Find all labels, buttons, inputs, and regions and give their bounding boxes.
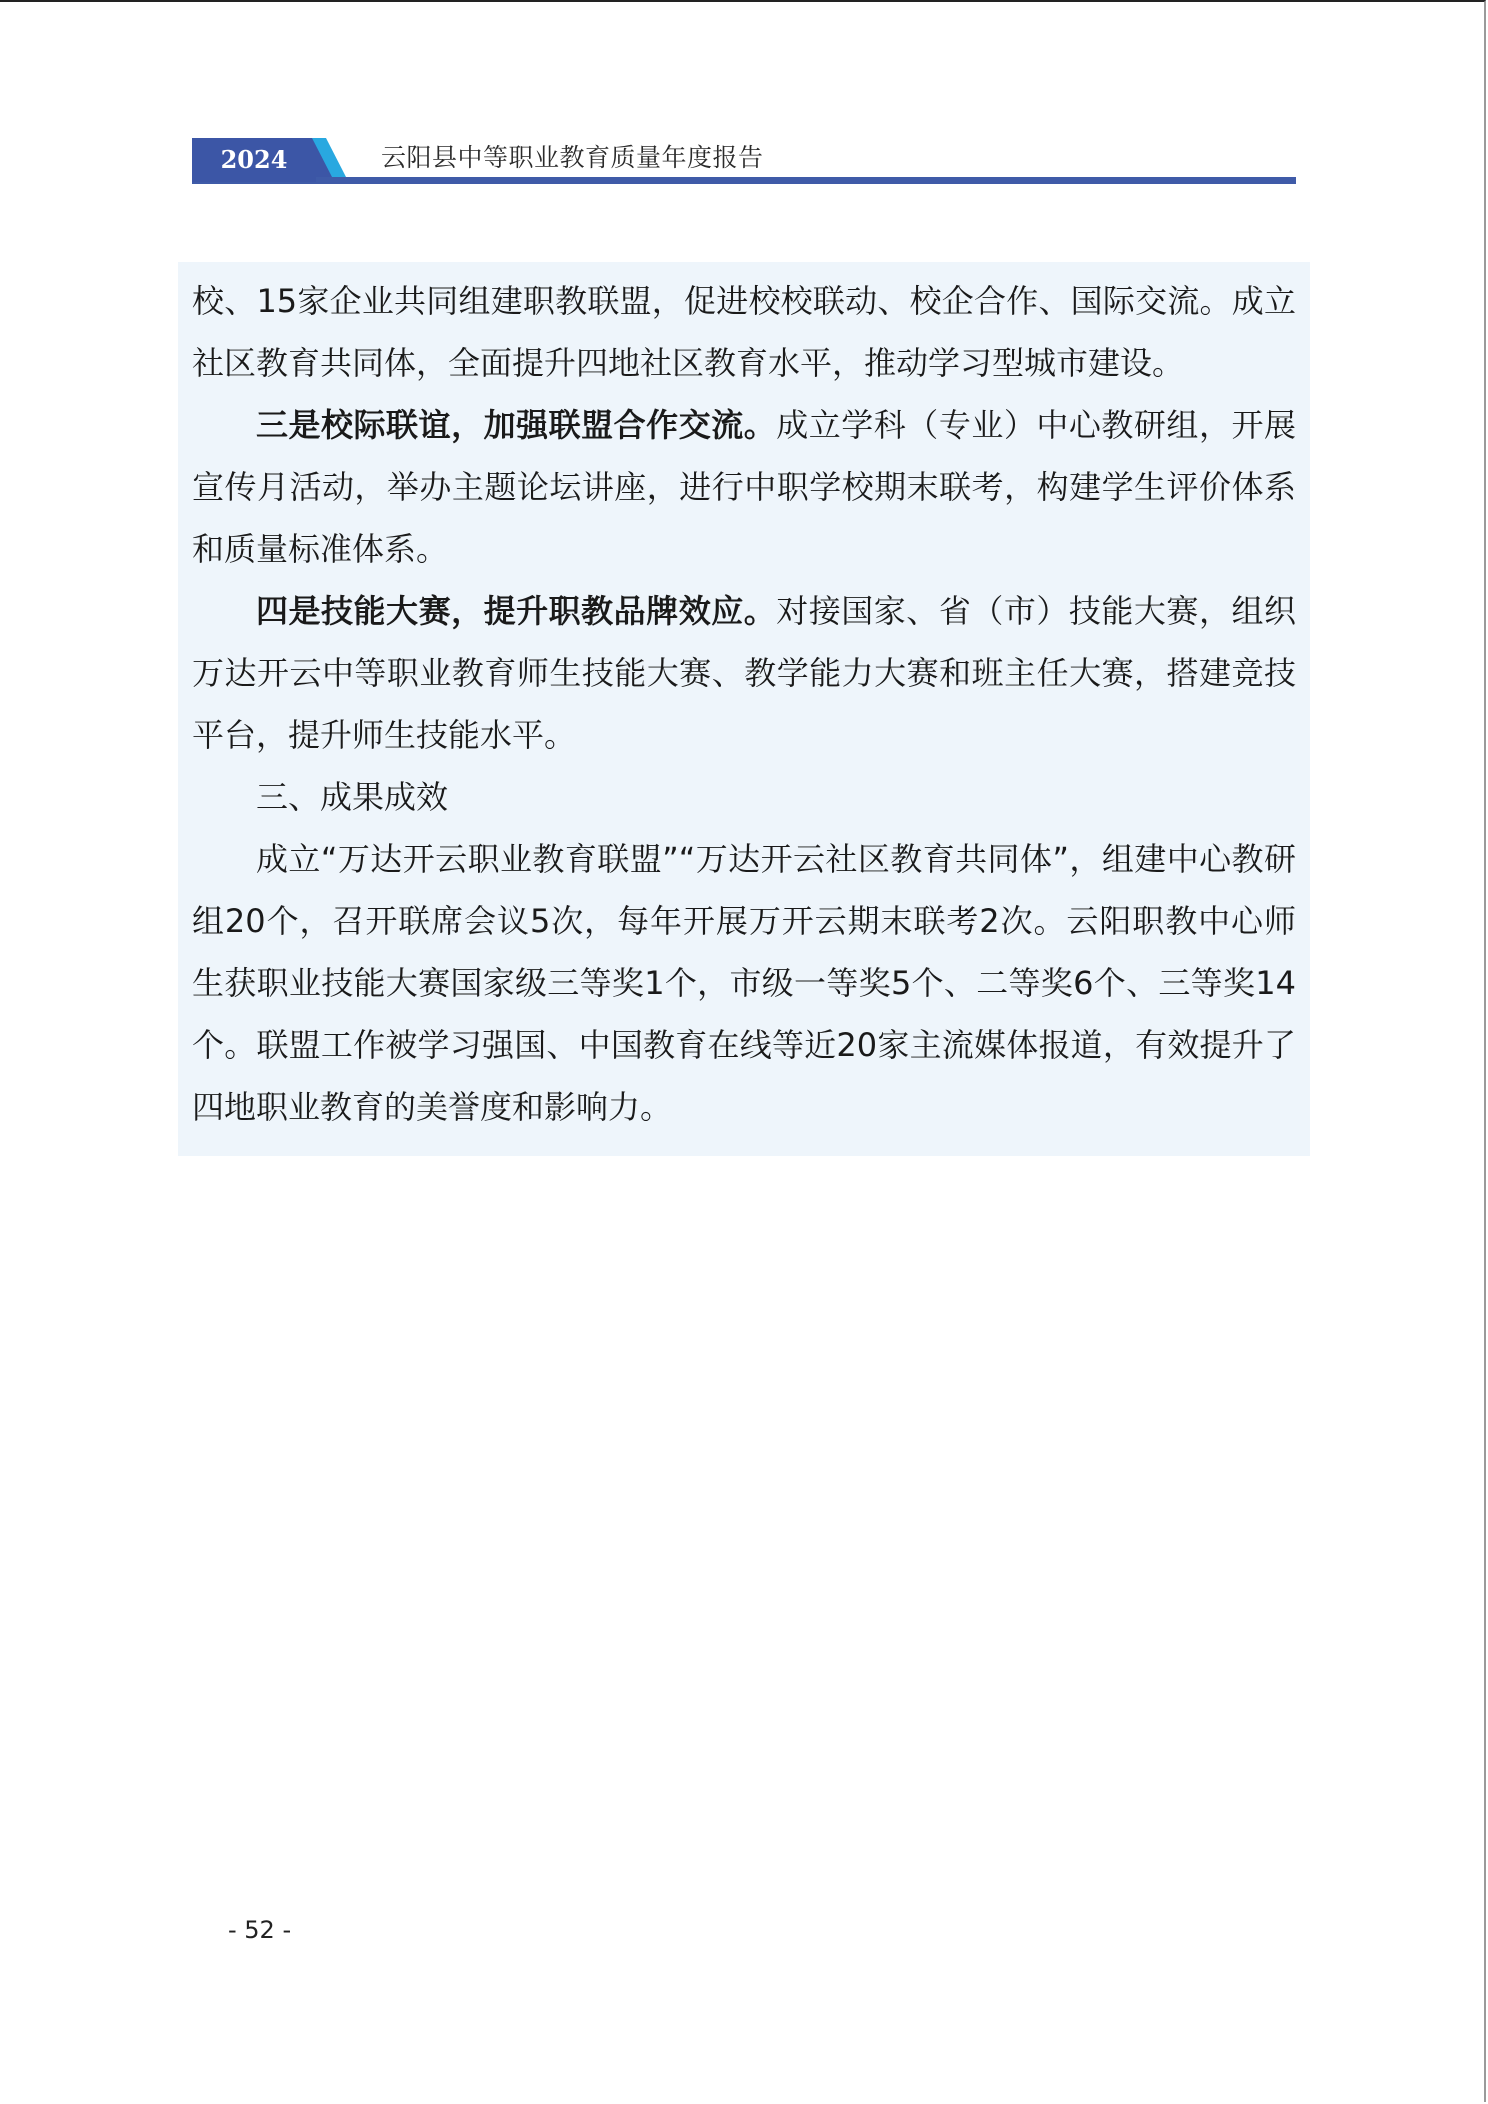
paragraph-skills-contest-text: 对接国家、省（市）技能大赛，组织万达开云中等职业教育师生技能大赛、教学能力大赛和班主任大赛，搭建竞技平台，提升师生技能水平。 (192, 592, 1296, 754)
header-accent-stripe (292, 138, 372, 184)
section-heading-results: 三、成果成效 (256, 778, 449, 816)
paragraph-results: 成立“万达开云职业教育联盟”“万达开云社区教育共同体”，组建中心教研组20个，召开联席会议5次，每年开展万开云期末联考2次。云阳职教中心师生获职业技能大赛国家级三等奖1个，市级一等奖5个、二等奖6个、三等奖14个。联盟工作被学习强国、中国教育在线等近20家主流媒体报道，有效提升了四地职业教育的美誉度和影响力。 (192, 840, 1296, 1126)
header-title: 云阳县中等职业教育质量年度报告 (381, 143, 764, 172)
paragraph-alliance: 校、15家企业共同组建职教联盟，促进校校联动、校企合作、国际交流。成立社区教育共同体，全面提升四地社区教育水平，推动学习型城市建设。 (192, 282, 1296, 382)
report-header (192, 138, 1296, 184)
report-body (192, 270, 1296, 1138)
paragraph-skills-contest-lead: 四是技能大赛，提升职教品牌效应。 (256, 592, 777, 630)
paragraph-exchange-text: 成立学科（专业）中心教研组，开展宣传月活动，举办主题论坛讲座，进行中职学校期末联考，构建学生评价体系和质量标准体系。 (192, 406, 1296, 568)
page-number: - 52 - (228, 1916, 292, 1944)
paragraph-exchange-lead: 三是校际联谊，加强联盟合作交流。 (256, 406, 777, 444)
paragraph-exchange (192, 394, 1296, 580)
header-year-badge: 2024 (192, 138, 316, 182)
paragraph-skills-contest (192, 580, 1296, 766)
